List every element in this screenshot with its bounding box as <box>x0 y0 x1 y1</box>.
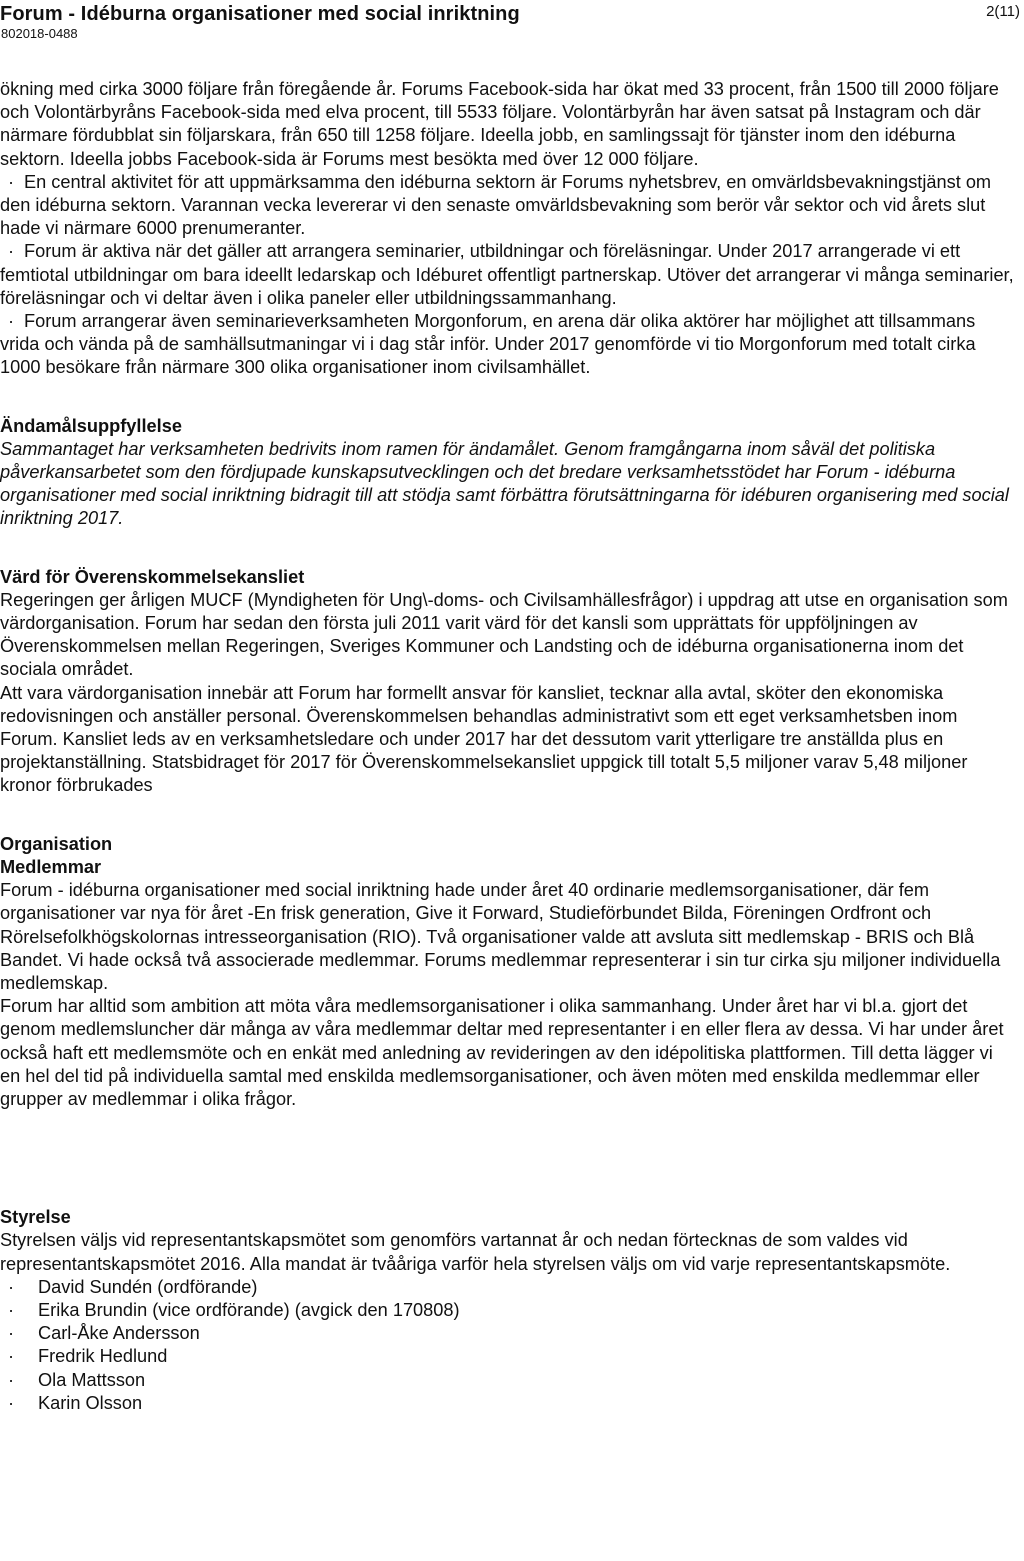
document-body <box>0 78 1014 1415</box>
board-member-list <box>0 1276 1014 1415</box>
board-text: Styrelsen väljs vid representantskapsmötet som genomförs vartannat år och nedan förtecknas de som valdes vid representantskapsmötet 2016. Alla mandat är tvååriga varför hela styrelsen väljs om vid varje representantskapsmöte. <box>0 1230 951 1274</box>
bullet-marker: · <box>8 1323 15 1344</box>
purpose-text: Sammantaget har verksamheten bedrivits inom ramen för ändamålet. Genom framgångarna inom såväl det politiska påverkansarbetet som den fördjupade kunskapsutvecklingen och det bredare verksamhetsstödet har Forum - idéburna organisationer med social inriktning bidragit till att stödja samt förbättra förutsättningarna för idéburen organisering med social inriktning 2017. <box>0 438 1009 529</box>
board-member: Karin Olsson <box>38 1392 143 1413</box>
bullet-marker: · <box>8 1392 15 1413</box>
list-item <box>0 1345 1014 1368</box>
bullet-seminars <box>0 240 1014 310</box>
list-item <box>0 1369 1014 1392</box>
bullet-marker: · <box>8 171 15 192</box>
board-member: Carl-Åke Andersson <box>38 1323 200 1344</box>
document-title: Forum - Idéburna organisationer med social inriktning <box>0 3 520 25</box>
list-item <box>0 1392 1014 1415</box>
host-paragraph-1: Regeringen ger årligen MUCF (Myndigheten för Ung\-doms- och Civilsamhällesfrågor) i uppdrag att utse en organisation som värdorganisation. Forum har sedan den första juli 2011 varit värd för det kansli som upprättats för uppföljningen av Överenskommelsen mellan Regeringen, Sveriges Kommuner och Landsting och de idéburna organisationerna inom det sociala området. <box>0 589 1008 680</box>
section-spacer <box>0 1111 1014 1206</box>
section-spacer <box>0 531 1014 566</box>
host-heading: Värd för Överenskommelsekansliet <box>0 566 305 587</box>
members-paragraph-1: Forum - idéburna organisationer med social inriktning hade under året 40 ordinarie medlemsorganisationer, där fem organisationer var nya för året -En frisk generation, Give it Forward, Studieförbundet Bilda, Föreningen Ordfront och Rörelsefolkhögskolornas intresseorganisation (RIO). Två organisationer valde att avsluta sitt medlemskap - BRIS och Blå Bandet. Vi hade också två associerade medlemmar. Forums medlemmar representerar i sin tur cirka sju miljoner individuella medlemskap. <box>0 880 1001 993</box>
list-item <box>0 1322 1014 1345</box>
bullet-marker: · <box>8 1369 15 1390</box>
board-member: Erika Brundin (vice ordförande) (avgick den 170808) <box>38 1299 460 1320</box>
bullet-text: Forum arrangerar även seminarieverksamheten Morgonforum, en arena där olika aktörer har möjlighet att tillsammans vrida och vända på de samhällsutmaningar vi i dag står inför. Under 2017 genomförde vi tio Morgonforum med totalt cirka 1000 besökare från närmare 300 olika organisationer inom civilsamhället. <box>0 311 976 378</box>
list-item <box>0 1276 1014 1299</box>
bullet-marker: · <box>8 1299 15 1320</box>
board-heading: Styrelse <box>0 1207 71 1228</box>
list-item <box>0 1299 1014 1322</box>
board-member: Ola Mattsson <box>38 1369 146 1390</box>
bullet-morgonforum <box>0 310 1014 380</box>
bullet-marker: · <box>8 1276 15 1297</box>
bullet-text: Forum är aktiva när det gäller att arrangera seminarier, utbildningar och föreläsningar. Under 2017 arrangerade vi ett femtiotal utbildningar om bara ideellt ledarskap och Idéburet offentligt partnerskap. Utöver det arrangerar vi många seminarier, föreläsningar och vi deltar även i olika paneler eller utbildningssammanhang. <box>0 241 1014 308</box>
board-member: Fredrik Hedlund <box>38 1346 168 1367</box>
bullet-text: En central aktivitet för att uppmärksamma den idéburna sektorn är Forums nyhetsbrev, en omvärldsbevakningstjänst om den idéburna sektorn. Varannan vecka levererar vi den senaste omvärldsbevakning som berör vår sektor och vid årets slut hade vi närmare 6000 prenumeranter. <box>0 171 992 239</box>
bullet-marker: · <box>8 1346 15 1367</box>
organisation-number: 802018-0488 <box>1 26 78 41</box>
page-number: 2(11) <box>986 3 1020 20</box>
bullet-newsletter <box>0 171 1014 241</box>
organisation-heading: Organisation <box>0 833 113 854</box>
board-member: David Sundén (ordförande) <box>38 1276 258 1297</box>
members-subheading: Medlemmar <box>0 856 102 877</box>
page-header <box>0 0 1024 44</box>
host-paragraph-2: Att vara värdorganisation innebär att Forum har formellt ansvar för kansliet, tecknar alla avtal, sköter den ekonomiska redovisningen och anställer personal. Överenskommelsen behandlas administrativt som ett eget verksamhetsben inom Forum. Kansliet leds av en verksamhetsledare och under 2017 har det dessutom varit ytterligare tre anställda plus en projektanställning. Statsbidraget för 2017 för Överenskommelsekansliet uppgick till totalt 5,5 miljoner varav 5,48 miljoner kronor förbrukades <box>0 682 968 796</box>
intro-paragraph: ökning med cirka 3000 följare från föregående år. Forums Facebook-sida har ökat med 33 procent, från 1500 till 2000 följare och Volontärbyråns Facebook-sida med elva procent, till 5533 följare. Volontärbyrån har även satsat på Instagram och där närmare fördubblat sin följarskara, från 650 till 1258 följare. Ideella jobb, en samlingssajt för tjänster inom den idéburna sektorn. Ideella jobbs Facebook-sida är Forums mest besökta med över 12 000 följare. <box>0 79 999 169</box>
purpose-heading: Ändamålsuppfyllelse <box>0 415 182 436</box>
section-spacer <box>0 798 1014 833</box>
bullet-marker: · <box>8 241 15 262</box>
section-spacer <box>0 380 1014 415</box>
members-paragraph-2: Forum har alltid som ambition att möta våra medlemsorganisationer i olika sammanhang. Under året har vi bl.a. gjort det genom medlemsluncher där många av våra medlemmar deltar med representanter i en eller flera av dessa. Vi har under året också haft ett medlemsmöte och en enkät med anledning av revideringen av den idépolitiska plattformen. Till detta lägger vi en hel del tid på individuella samtal med enskilda medlemsorganisationer, och även möten med enskilda medlemmar eller grupper av medlemmar i olika frågor. <box>0 996 1004 1109</box>
bullet-marker: · <box>8 311 15 332</box>
